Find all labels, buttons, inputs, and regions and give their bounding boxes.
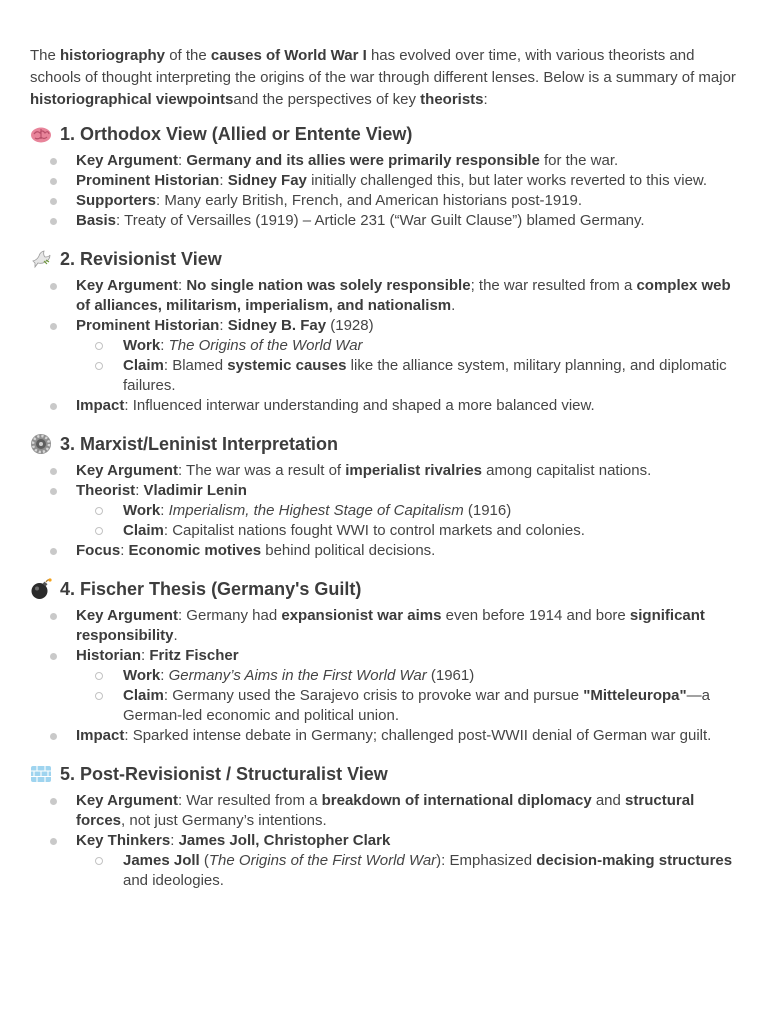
dove-icon (30, 248, 52, 270)
bold-text: Vladimir Lenin (143, 482, 247, 499)
item-label: Impact (76, 727, 125, 744)
bold-text: expansionist war aims (281, 607, 442, 624)
bold-text: "Mitteleuropa" (583, 687, 687, 704)
bricks-icon (30, 763, 52, 785)
text: for the war. (539, 152, 619, 169)
section-heading-revisionist (30, 247, 738, 271)
list-item (76, 481, 738, 541)
text: . (173, 627, 178, 644)
text: : Treaty of Versailles (1919) – Article 231 (“War Guilt Clause”) blamed Germany. (116, 212, 645, 229)
italic-text: The Origins of the First World War (208, 852, 437, 869)
item-label: Theorist (76, 482, 136, 499)
text: and the perspectives of key (233, 91, 421, 108)
list-item (76, 646, 738, 726)
revisionist-list (30, 276, 738, 416)
item-label: Work (123, 667, 161, 684)
sub-list-item (123, 521, 738, 541)
text: : Blamed (163, 357, 228, 374)
brain-icon (30, 123, 52, 145)
text: : The war was a result of (177, 462, 346, 479)
text: like the alliance system, military planning, and diplomatic failures. (123, 357, 727, 394)
text: : (160, 667, 169, 684)
text: : (141, 647, 150, 664)
section-heading-fischer (30, 577, 738, 601)
list-item (76, 791, 738, 831)
bold-text: James Joll, Christopher Clark (178, 832, 391, 849)
section-title: 2. Revisionist View (60, 249, 222, 269)
item-label: Historian (76, 647, 142, 664)
text: : (160, 502, 169, 519)
list-item (76, 211, 738, 231)
text: : (219, 317, 228, 334)
item-label: Work (123, 502, 161, 519)
section-heading-post-revisionist (30, 762, 738, 786)
sub-list (76, 501, 738, 541)
gear-icon (30, 433, 52, 455)
intro-paragraph (30, 45, 738, 111)
item-label: Key Argument (76, 462, 178, 479)
bold-text: Fritz Fischer (149, 647, 239, 664)
list-item (76, 191, 738, 211)
post-revisionist-list (30, 791, 738, 891)
item-label: Basis (76, 212, 117, 229)
section-heading-orthodox (30, 122, 738, 146)
section-title: 1. Orthodox View (Allied or Entente View) (60, 124, 413, 144)
item-label: Key Thinkers (76, 832, 171, 849)
orthodox-list (30, 151, 738, 231)
bold-text: Sidney B. Fay (227, 317, 327, 334)
list-item (76, 541, 738, 561)
text: initially challenged this, but later works reverted to this view. (306, 172, 708, 189)
item-label: Claim (123, 687, 164, 704)
bold-text: causes of World War I (210, 47, 367, 64)
sub-list (76, 336, 738, 396)
text: : War resulted from a (177, 792, 322, 809)
item-label: Supporters (76, 192, 157, 209)
text: : (135, 482, 144, 499)
italic-text: The Origins of the World War (168, 337, 363, 354)
sub-list (76, 851, 738, 891)
item-label: Claim (123, 357, 164, 374)
sub-list-item (123, 336, 738, 356)
section-title: 3. Marxist/Leninist Interpretation (60, 434, 339, 454)
text: : Many early British, French, and American historians post-1919. (156, 192, 583, 209)
list-item (76, 396, 738, 416)
sub-list-item (123, 851, 738, 891)
list-item (76, 831, 738, 891)
text: —a German-led economic and political union. (123, 687, 710, 724)
italic-text: Imperialism, the Highest Stage of Capitalism (168, 502, 464, 519)
list-item (76, 276, 738, 316)
text: (1928) (326, 317, 374, 334)
text: ; the war resulted from a (470, 277, 637, 294)
text: : (219, 172, 228, 189)
item-label: James Joll (123, 852, 200, 869)
item-label: Claim (123, 522, 164, 539)
text: : Germany used the Sarajevo crisis to provoke war and pursue (163, 687, 584, 704)
text: . (451, 297, 456, 314)
text: , not just Germany’s intentions. (121, 812, 327, 829)
sub-list-item (123, 356, 738, 396)
bold-text: complex web of alliances, militarism, imperialism, and nationalism (76, 277, 731, 314)
text: (1916) (463, 502, 512, 519)
bold-text: historiography (60, 47, 166, 64)
bold-text: significant responsibility (76, 607, 705, 644)
text: ( (199, 852, 209, 869)
bold-text: Sidney Fay (227, 172, 307, 189)
item-label: Prominent Historian (76, 317, 220, 334)
sub-list-item (123, 686, 738, 726)
bold-text: structural forces (76, 792, 695, 829)
text: among capitalist nations. (482, 462, 652, 479)
section-title: 4. Fischer Thesis (Germany's Guilt) (60, 579, 362, 599)
sub-list-item (123, 501, 738, 521)
text: : (483, 91, 488, 108)
list-item (76, 461, 738, 481)
list-item (76, 151, 738, 171)
text: : Sparked intense debate in Germany; challenged post-WWII denial of German war guilt. (124, 727, 712, 744)
item-label: Key Argument (76, 277, 178, 294)
text: of the (165, 47, 211, 64)
section-heading-marxist (30, 432, 738, 456)
text: : (177, 152, 187, 169)
text: : (160, 337, 169, 354)
item-label: Key Argument (76, 152, 178, 169)
bold-text: imperialist rivalries (345, 462, 483, 479)
item-label: Work (123, 337, 161, 354)
bomb-icon (30, 578, 52, 600)
text: and (591, 792, 626, 809)
text: : Germany had (177, 607, 282, 624)
item-label: Key Argument (76, 792, 178, 809)
item-label: Prominent Historian (76, 172, 220, 189)
section-title: 5. Post-Revisionist / Structuralist View (60, 764, 388, 784)
text: and ideologies. (123, 872, 224, 889)
bold-text: decision-making structures (536, 852, 733, 869)
text: The (30, 47, 61, 64)
marxist-list (30, 461, 738, 561)
bold-text: systemic causes (227, 357, 347, 374)
text: : (120, 542, 129, 559)
text: ): Emphasized (436, 852, 537, 869)
text: : (170, 832, 179, 849)
bold-text: Germany and its allies were primarily responsible (186, 152, 540, 169)
text: behind political decisions. (261, 542, 436, 559)
list-item (76, 726, 738, 746)
text: (1961) (426, 667, 475, 684)
bold-text: historiographical viewpoints (30, 91, 234, 108)
text: has evolved over time, with various theorists and schools of thought interpreting the origins of the war through different lenses. Below is a summary of major (30, 47, 736, 86)
italic-text: Germany’s Aims in the First World War (168, 667, 427, 684)
text: : Influenced interwar understanding and shaped a more balanced view. (124, 397, 595, 414)
text: : (177, 277, 187, 294)
list-item (76, 316, 738, 396)
bold-text: No single nation was solely responsible (186, 277, 471, 294)
item-label: Impact (76, 397, 125, 414)
item-label: Focus (76, 542, 121, 559)
text: : Capitalist nations fought WWI to control markets and colonies. (163, 522, 585, 539)
bold-text: breakdown of international diplomacy (321, 792, 592, 809)
fischer-list (30, 606, 738, 746)
sub-list (76, 666, 738, 726)
list-item (76, 171, 738, 191)
bold-text: theorists (420, 91, 484, 108)
sub-list-item (123, 666, 738, 686)
item-label: Key Argument (76, 607, 178, 624)
text: even before 1914 and bore (441, 607, 630, 624)
bold-text: Economic motives (128, 542, 262, 559)
list-item (76, 606, 738, 646)
